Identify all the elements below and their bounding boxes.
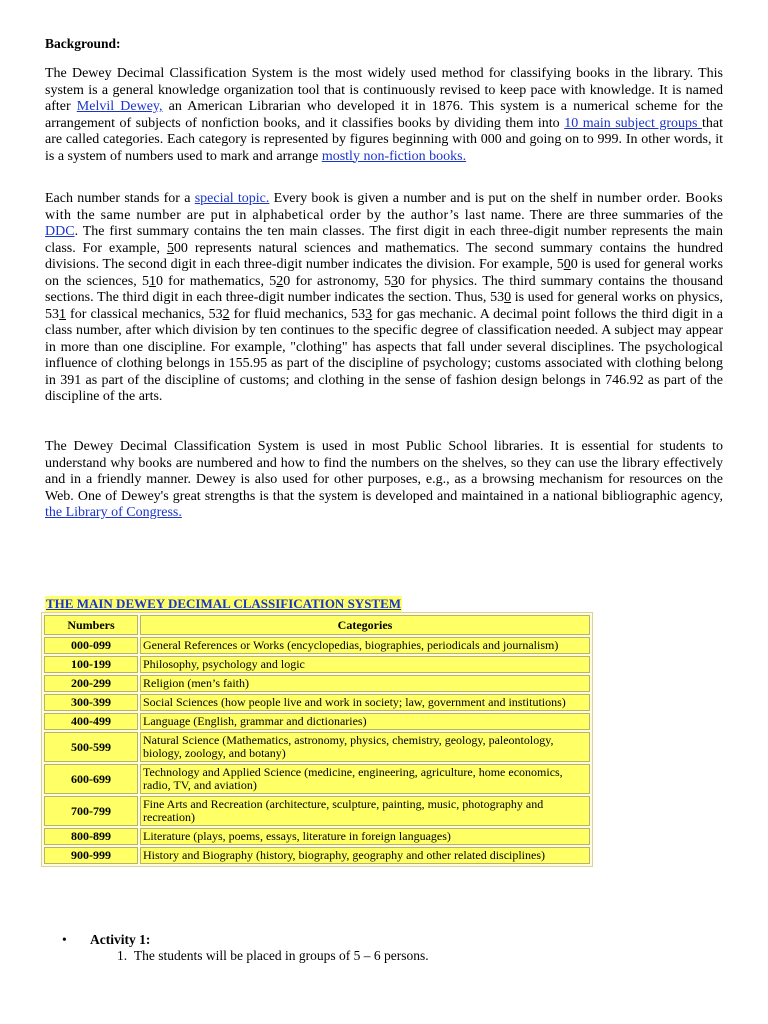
table-row [44,713,590,730]
usage-paragraph [45,439,723,522]
ddc-link[interactable]: DDC [45,224,75,239]
category-cell: Fine Arts and Recreation (architecture, sculpture, painting, music, photography and recreation) [140,796,590,826]
library-of-congress-link[interactable]: the Library of Congress. [45,505,182,520]
category-cell: Language (English, grammar and dictionaries) [140,713,590,730]
table-row [44,732,590,762]
text-run: is used for general works on physics, 53 [45,290,723,322]
text-run: name. There are three summaries of the [485,207,723,223]
table-row [44,637,590,654]
text-run: for gas mechanic. A decimal point follows the third digit in a class number, after which division by ten continues to the specific degree of classification needed. A subject may appear in more than one discipline. For example, "clothing" has aspects that fall under several disciplines. The psychological influence of clothing belongs in 155.95 as part of the discipline of psychology; customs associated with clothing belong in 391 as part of the discipline of customs; and clothing in the sense of fashion design belongs in 746.92 as part of the discipline of the arts. [45,306,723,404]
table-row [44,764,590,794]
number-range-cell: 300-399 [44,694,138,711]
category-cell: History and Biography (history, biography, geography and other related disciplines) [140,847,590,864]
text-run: . The first summary contains the ten main classes. The first digit in each three-digit number represents the main class. For example, [45,224,723,256]
text-run: Each number stands for a [45,191,195,206]
underlined-digit: 5 [166,240,174,256]
underlined-digit: 1 [59,306,66,322]
non-fiction-books-link[interactable]: mostly non-fiction books. [321,148,467,164]
table-row [44,656,590,673]
number-range-cell: 200-299 [44,675,138,692]
activity-title: Activity 1: [90,932,151,947]
table-row [44,694,590,711]
activity-list-item [62,932,150,948]
table-row [44,828,590,845]
category-cell: General References or Works (encyclopedias, biographies, periodicals and journalism) [140,637,590,654]
background-heading: Background: [45,36,121,51]
table-row [44,675,590,692]
category-cell: Technology and Applied Science (medicine, engineering, agriculture, home economics, radio, TV, and aviation) [140,764,590,794]
number-range-cell: 000-099 [44,637,138,654]
main-subject-groups-link[interactable]: 10 main subject groups [564,115,702,131]
category-cell: Natural Science (Mathematics, astronomy, physics, chemistry, geology, paleontology, biology, zoology, and botany) [140,732,590,762]
activity-step [117,948,429,964]
number-range-cell: 600-699 [44,764,138,794]
text-run: 0 is used for general works on the sciences, 5 [45,257,723,289]
underlined-digit: 0 [563,257,571,272]
numbering-paragraph [45,191,723,406]
number-range-cell: 700-799 [44,796,138,826]
table-title: THE MAIN DEWEY DECIMAL CLASSIFICATION SYSTEM [46,596,402,611]
category-cell: Literature (plays, poems, essays, literature in foreign languages) [140,828,590,845]
underlined-digit: 2 [276,273,284,289]
text-run: 00 represents natural sciences and mathematics. The second summary contains the hundred divisions. The second digit in each three-digit number indicates the division. For example, 5 [45,240,723,272]
underlined-digit: 2 [222,306,230,322]
number-range-cell: 100-199 [44,656,138,673]
categories-column-header: Categories [140,615,590,635]
classification-table [41,612,593,867]
category-cell: Social Sciences (how people live and work in society; law, government and institutions) [140,694,590,711]
special-topic-link[interactable]: special topic. [194,191,270,206]
intro-paragraph [45,66,723,165]
text-run: The Dewey Decimal Classification System is used in most Public School libraries. It is essential for students to understand why books are numbered and how to find the numbers on the shelves, so they can use the library effectively and in a friendly manner. Dewey is also used for other purposes, e.g., as a browsing mechanism for resources on the Web. One of Dewey's great strengths is that the system is developed and maintained in a national bibliographic agency, [45,439,723,504]
text-run: number order. Books with the same number are put in alphabetical order by the author’s last [45,191,723,223]
melvil-dewey-link[interactable]: Melvil Dewey, [76,99,163,114]
numbers-column-header: Numbers [44,615,138,635]
text-run: that are called categories. Each category is represented by figures beginning with 000 and going on to 999. In other words, it is a system of numbers used to mark and arrange [45,115,723,164]
text-run: 0 for physics. The third summary contains the thousand sections. The third digit in each three-digit number indicates the section. Thus, 53 [45,273,723,305]
number-range-cell: 900-999 [44,847,138,864]
underlined-digit: 0 [504,290,512,305]
underlined-digit: 3 [365,306,373,322]
text-run: The Dewey Decimal Classification System is the most widely used method for classifying books in the library. This system is a general knowledge organization tool that is continuously revised to keep pace with knowledge. It is named after [45,66,723,114]
text-run: 0 for mathematics, 5 [155,273,277,289]
category-cell: Religion (men’s faith) [140,675,590,692]
underlined-digit: 1 [148,273,156,289]
text-run: for fluid mechanics, 53 [229,306,366,322]
bullet-icon: • [62,932,67,947]
table-row [44,796,590,826]
text-run: 0 for astronomy, 5 [283,273,391,289]
text-run: Every book is given a number and is put on the shelf in [269,191,597,206]
category-cell: Philosophy, psychology and logic [140,656,590,673]
number-range-cell: 500-599 [44,732,138,762]
number-range-cell: 800-899 [44,828,138,845]
table-row [44,847,590,864]
number-range-cell: 400-499 [44,713,138,730]
step-number: 1. [117,948,128,963]
text-run: an American Librarian who developed it in 1876. This system is a numerical scheme for the arrangement of subjects of nonfiction books, and it classifies books by dividing them into [45,99,723,131]
text-run: for classical mechanics, 53 [66,306,223,322]
step-text: The students will be placed in groups of 5 – 6 persons. [133,948,429,963]
table-header-row [44,615,590,635]
underlined-digit: 3 [390,273,398,289]
